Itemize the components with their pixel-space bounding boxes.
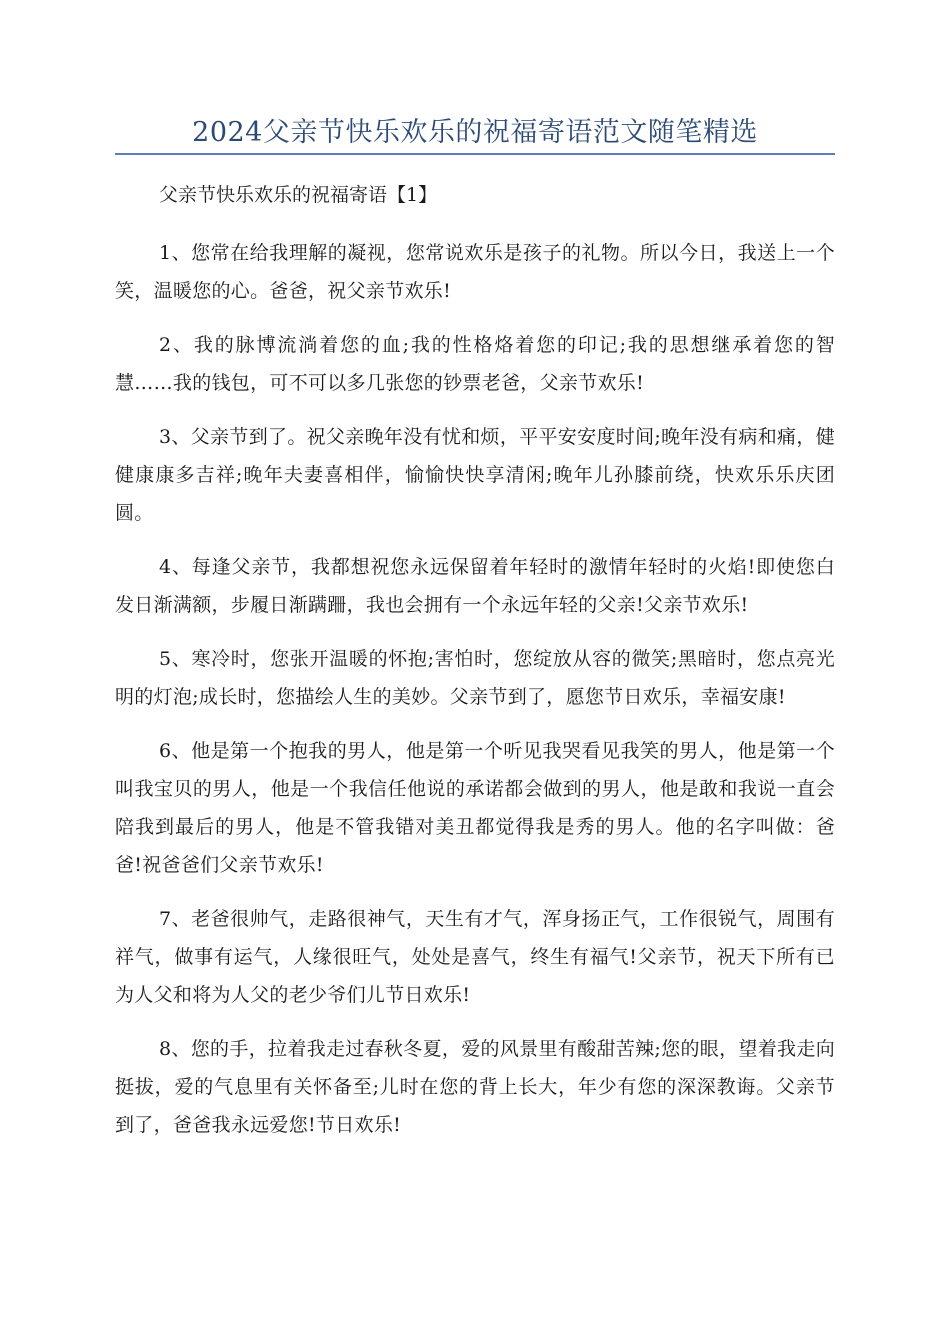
section-heading: 父亲节快乐欢乐的祝福寄语【1】	[159, 184, 438, 206]
paragraph-7: 7、老爸很帅气，走路很神气，天生有才气，浑身扬正气，工作很锐气，周围有祥气，做事有运气，人缘很旺气，处处是喜气，终生有福气!父亲节，祝天下所有已为人父和将为人父的老少爷们儿节日欢乐!	[115, 908, 835, 1006]
paragraph-8: 8、您的手，拉着我走过春秋冬夏，爱的风景里有酸甜苦辣;您的眼，望着我走向挺拔，爱的气息里有关怀备至;儿时在您的背上长大，年少有您的深深教诲。父亲节到了，爸爸我永远爱您!节日欢乐!	[115, 1038, 835, 1136]
paragraph-2: 2、我的脉博流淌着您的血;我的性格烙着您的印记;我的思想继承着您的智慧……我的钱包，可不可以多几张您的钞票老爸，父亲节欢乐!	[115, 334, 835, 394]
document-body	[115, 176, 835, 1160]
document-title: 2024父亲节快乐欢乐的祝福寄语范文随笔精选	[192, 117, 758, 148]
paragraph-5: 5、寒冷时，您张开温暖的怀抱;害怕时，您绽放从容的微笑;黑暗时，您点亮光明的灯泡;成长时，您描绘人生的美妙。父亲节到了，愿您节日欢乐，幸福安康!	[115, 648, 835, 708]
paragraph-1: 1、您常在给我理解的凝视，您常说欢乐是孩子的礼物。所以今日，我送上一个笑，温暖您的心。爸爸，祝父亲节欢乐!	[115, 242, 835, 302]
paragraph-3: 3、父亲节到了。祝父亲晚年没有忧和烦，平平安安度时间;晚年没有病和痛，健健康康多吉祥;晚年夫妻喜相伴，愉愉快快享清闲;晚年儿孙膝前绕，快欢乐乐庆团圆。	[115, 426, 835, 524]
paragraph-6: 6、他是第一个抱我的男人，他是第一个听见我哭看见我笑的男人，他是第一个叫我宝贝的男人，他是一个我信任他说的承诺都会做到的男人，他是敢和我说一直会陪我到最后的男人，他是不管我错对美丑都觉得我是秀的男人。他的名字叫做：爸爸!祝爸爸们父亲节欢乐!	[115, 740, 835, 876]
paragraph-4: 4、每逢父亲节，我都想祝您永远保留着年轻时的激情年轻时的火焰!即使您白发日渐满额，步履日渐蹒跚，我也会拥有一个永远年轻的父亲!父亲节欢乐!	[115, 556, 835, 616]
title-underline	[115, 153, 835, 155]
